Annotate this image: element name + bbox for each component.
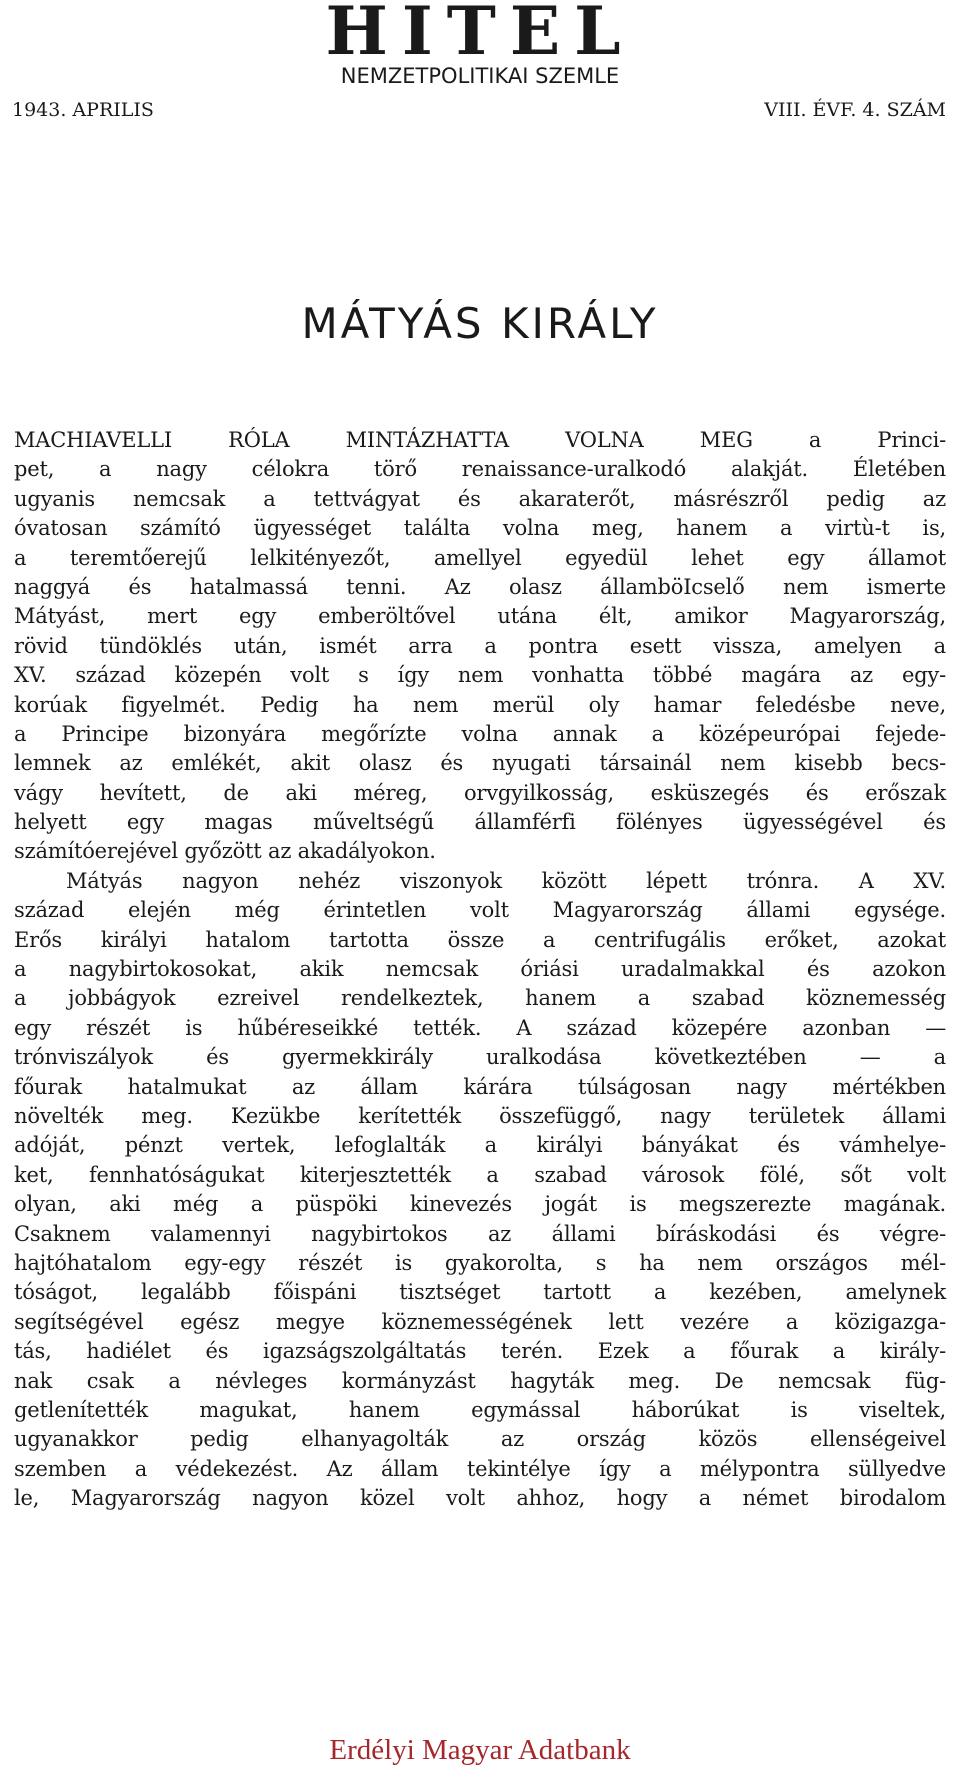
text-line: Csaknem valamennyi nagybirtokos az állami bíráskodási és végre- bbox=[14, 1221, 946, 1246]
text-line: ket, fennhatóságukat kiterjesztették a szabad városok fölé, sőt volt bbox=[14, 1162, 946, 1187]
text-line: a nagybirtokosokat, akik nemcsak óriási uradalmakkal és azokon bbox=[14, 957, 946, 982]
text-line: nak csak a névleges kormányzást hagyták meg. De nemcsak füg- bbox=[14, 1368, 946, 1393]
text-line: hajtóhatalom egy-egy részét is gyakorolta, s ha nem országos mél- bbox=[14, 1250, 946, 1275]
text-line: MACHIAVELLI RÓLA MINTÁZHATTA VOLNA MEG a Princi- bbox=[14, 428, 946, 452]
text-line: le, Magyarország nagyon közel volt ahhoz, hogy a német birodalom bbox=[14, 1486, 946, 1511]
text-line: naggyá és hatalmassá tenni. Az olasz államböIcselő nem ismerte bbox=[14, 574, 946, 599]
issue-number: VIII. ÉVF. 4. SZÁM bbox=[764, 99, 946, 121]
journal-title: HITEL bbox=[325, 0, 635, 70]
text-line: pet, a nagy célokra törő renaissance-uralkodó alakját. Életében bbox=[14, 457, 946, 482]
text-line: rövid tündöklés után, ismét arra a pontra esett vissza, amelyen a bbox=[14, 633, 946, 658]
text-line: XV. század közepén volt s így nem vonhatta többé magára az egy- bbox=[14, 663, 946, 688]
text-line: getlenítették magukat, hanem egymással háborúkat is viseltek, bbox=[14, 1397, 946, 1422]
source-watermark: Erdélyi Magyar Adatbank bbox=[329, 1734, 631, 1766]
text-line: lemnek az emlékét, akit olasz és nyugati társainál nem kisebb becs- bbox=[14, 751, 946, 776]
text-line: óvatosan számító ügyességet találta volna meg, hanem a virtù-t is, bbox=[14, 516, 946, 541]
text-line: tás, hadiélet és igazságszolgáltatás terén. Ezek a főurak a király- bbox=[14, 1339, 946, 1364]
text-line: trónviszályok és gyermekkirály uralkodása következtében — a bbox=[14, 1045, 946, 1070]
text-line: ugyanakkor pedig elhanyagolták az ország közös ellenségeivel bbox=[14, 1427, 946, 1452]
article-title: MÁTYÁS KIRÁLY bbox=[301, 299, 659, 348]
text-line: számítóerejével győzött az akadályokon. bbox=[14, 839, 436, 864]
text-line: szemben a védekezést. Az állam tekintélye így a mélypontra süllyedve bbox=[14, 1456, 946, 1481]
journal-subtitle: NEMZETPOLITIKAI SZEMLE bbox=[340, 64, 620, 88]
text-line: adóját, pénzt vertek, lefoglalták a királyi bányákat és vámhelye- bbox=[14, 1133, 946, 1158]
text-line: a jobbágyok ezreivel rendelkeztek, hanem a szabad köznemesség bbox=[14, 986, 946, 1011]
text-line: tóságot, legalább főispáni tisztséget tartott a kezében, amelynek bbox=[14, 1280, 946, 1305]
text-line: század elején még érintetlen volt Magyarország állami egysége. bbox=[14, 898, 946, 923]
article-body bbox=[14, 426, 946, 1513]
text-line: a Principe bizonyára megőrízte volna annak a középeurópai fejede- bbox=[14, 721, 946, 746]
text-line: helyett egy magas műveltségű államférfi fölényes ügyességével és bbox=[14, 810, 946, 835]
text-line: Erős királyi hatalom tartotta össze a centrifugális erőket, azokat bbox=[14, 927, 946, 952]
text-line: Mátyást, mert egy emberöltővel utána élt, amikor Magyarország, bbox=[14, 604, 946, 629]
issue-date: 1943. APRILIS bbox=[12, 99, 154, 121]
text-line: ugyanis nemcsak a tettvágyat és akaraterőt, másrészről pedig az bbox=[14, 486, 946, 511]
text-line: a teremtőerejű lelkitényezőt, amellyel egyedül lehet egy államot bbox=[14, 545, 946, 570]
text-line: korúak figyelmét. Pedig ha nem merül oly hamar feledésbe neve, bbox=[14, 692, 946, 717]
text-line: növelték meg. Kezükbe kerítették összefüggő, nagy területek állami bbox=[14, 1103, 946, 1128]
text-line: egy részét is hűbéreseikké tették. A század közepére azonban — bbox=[14, 1015, 946, 1040]
text-line: segítségével egész megye köznemességének lett vezére a közigazga- bbox=[14, 1309, 946, 1334]
text-line: olyan, aki még a püspöki kinevezés jogát is megszerezte magának. bbox=[14, 1192, 946, 1217]
text-line: Mátyás nagyon nehéz viszonyok között lépett trónra. A XV. bbox=[66, 868, 946, 893]
text-line: főurak hatalmukat az állam kárára túlságosan nagy mértékben bbox=[14, 1074, 946, 1099]
text-line: vágy hevített, de aki méreg, orvgyilkosság, esküszegés és erőszak bbox=[14, 780, 946, 805]
